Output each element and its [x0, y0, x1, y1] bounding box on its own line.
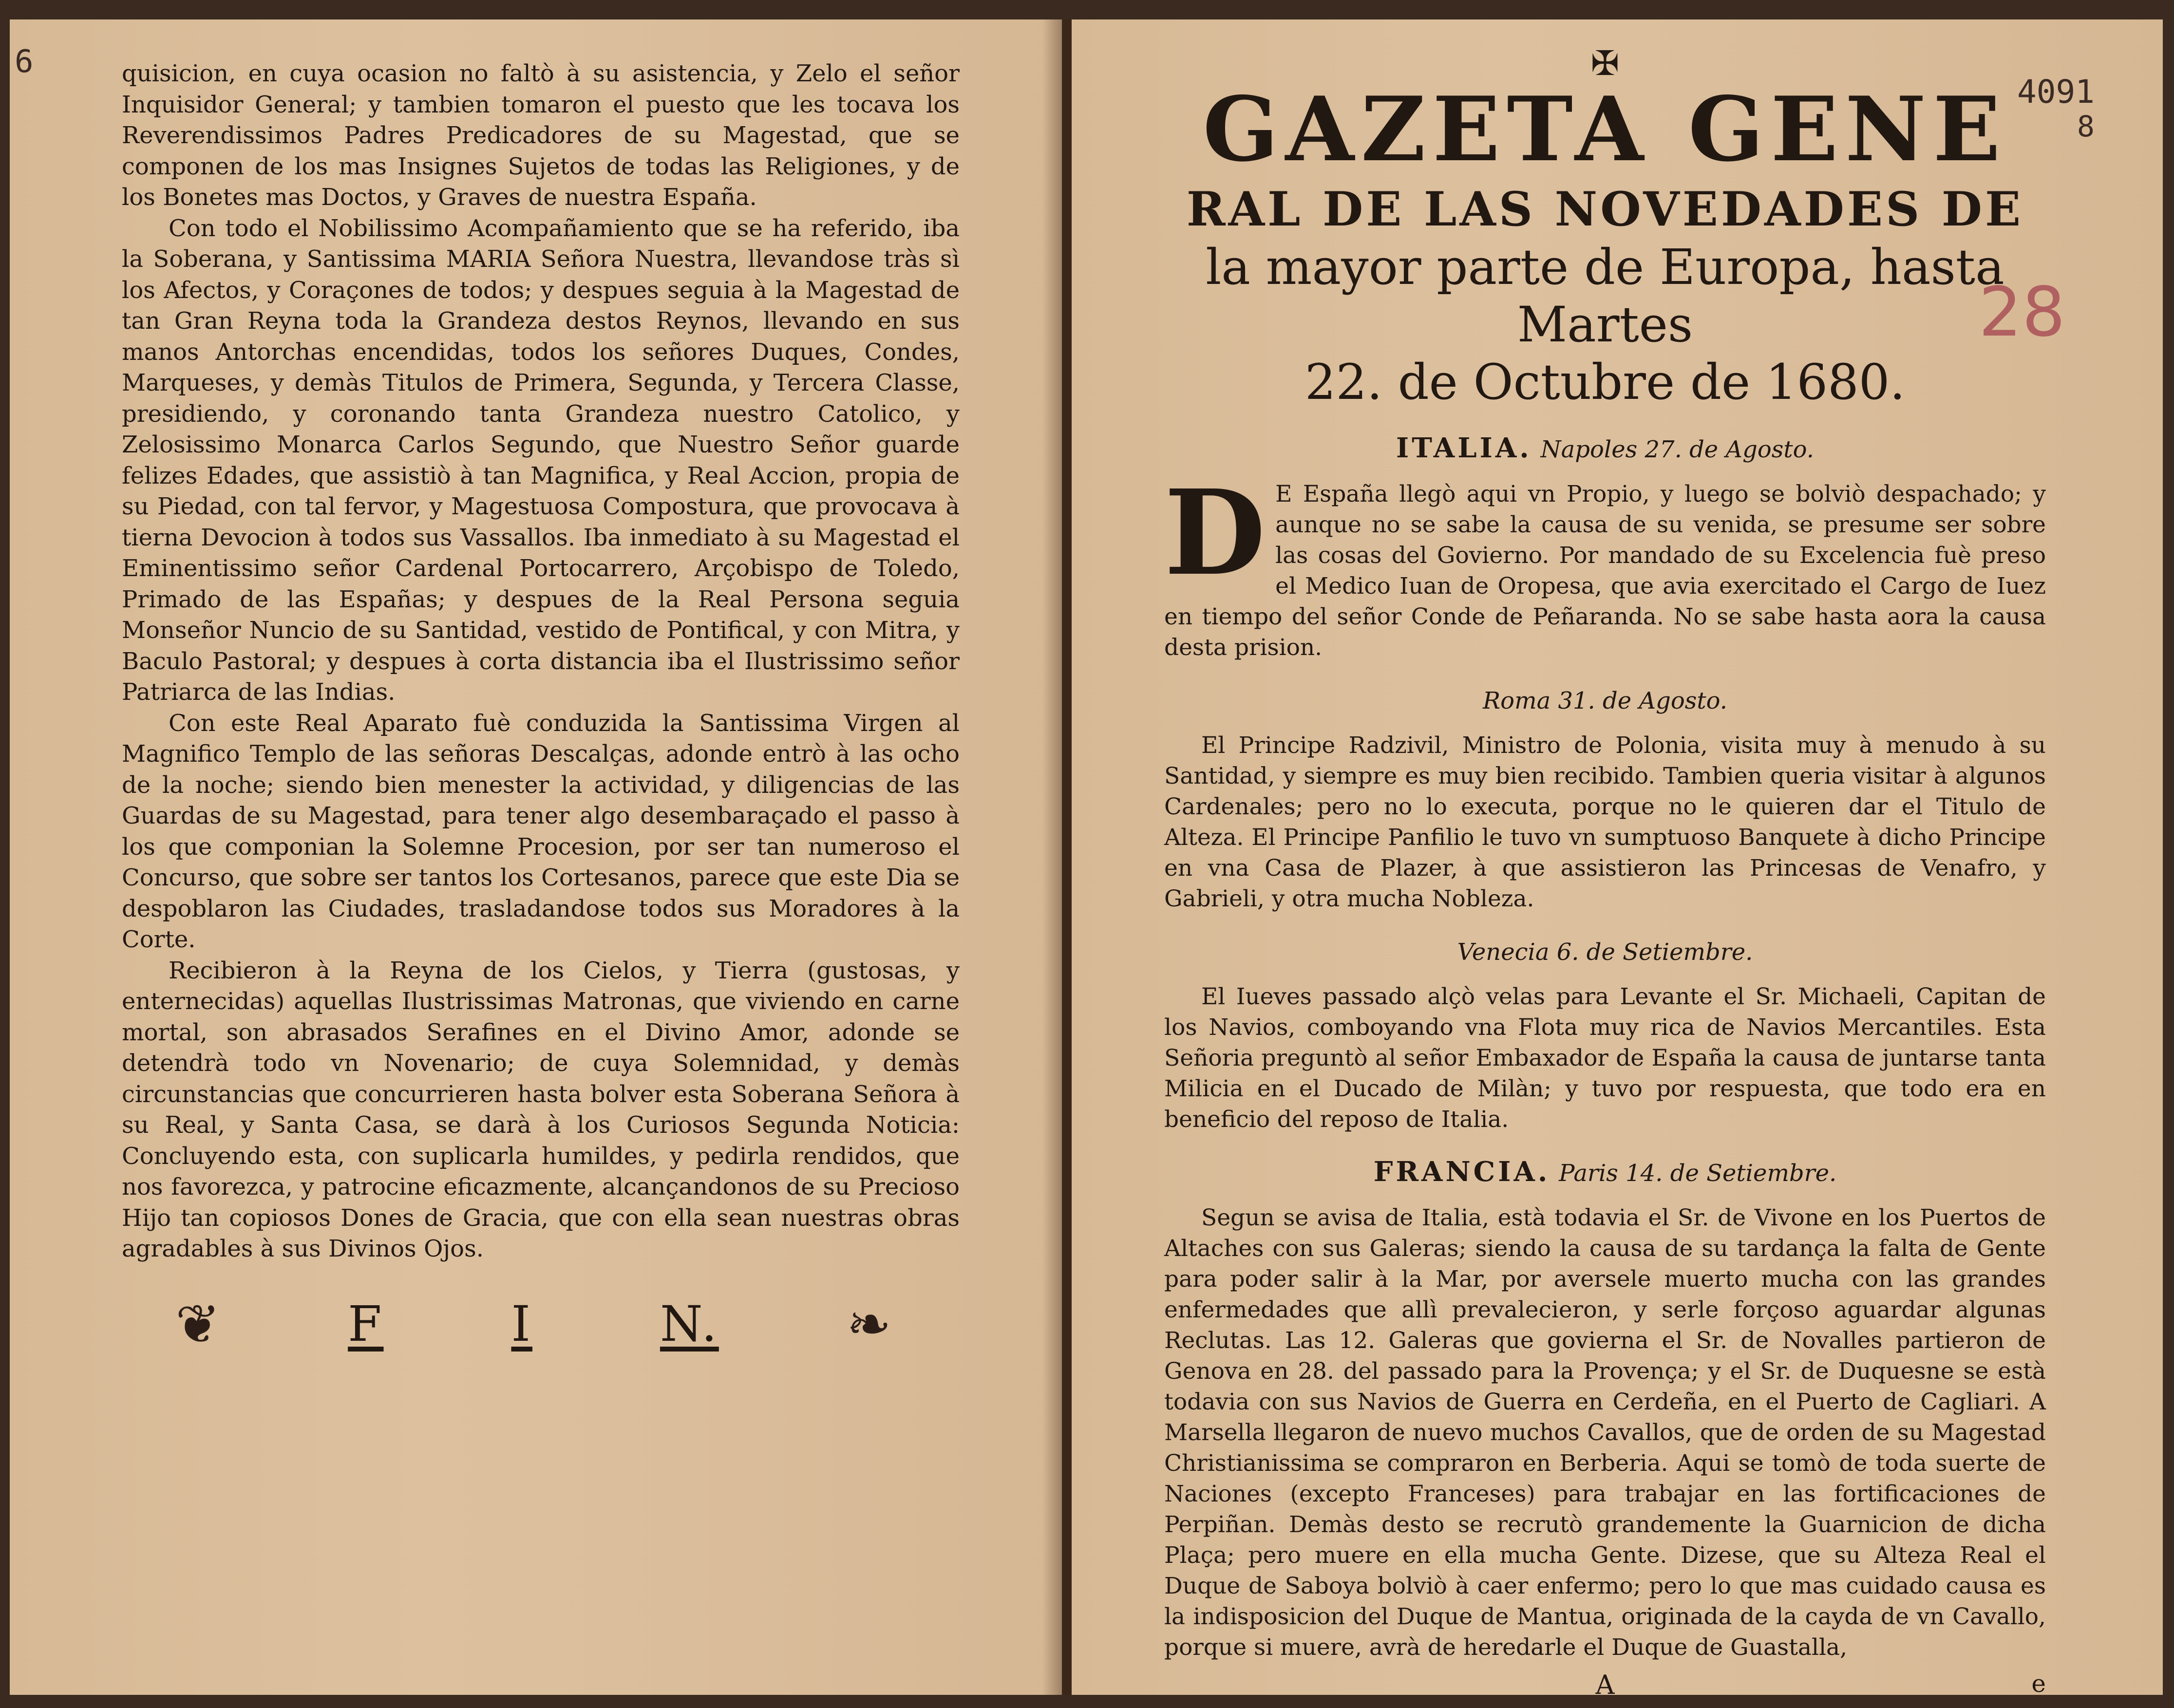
left-paragraph-1: quisicion, en cuya ocasion no faltò à su asistencia, y Zelo el señor Inquisidor General; y tambien tomaron el puesto que les tocava los Reverendissimos Padres Predicadores de su Magestad, que se componen de los mas Insignes Sujetos de todas las Religiones, y de los Bonetes mas Doctos, y Graves de nuestra España.	[122, 60, 960, 211]
shelfmark: 4091	[2017, 73, 2095, 111]
fleuron-left-icon: ❦	[175, 1293, 221, 1355]
section-text-paris: Segun se avisa de Italia, està todavia el Sr. de Vivone en los Puertos de Altaches con sus Galeras; siendo la causa de su tardança la falta de Gente para poder salir à la Mar, por aversele muerto mucha con las grandes enfermedades que allì prevalecieron, y serle forçoso aguardar algunas Reclutas. Las 12. Galeras que govierna el Sr. de Novalles partieron de Genova en 28. del passado para la Provença; y el Sr. de Duquesne se està todavia con sus Navios de Guerra en Cerdeña, en el Puerto de Cagliari. A Marsella llegaron de nuevo muchos Cavallos, que de orden de su Magestad Christianissima se compraron en Berberia. Aqui se tomò de toda suerte de Naciones (excepto Franceses) para trabajar en las fortificaciones de Perpiñan. Demàs desto se recrutò grandemente la Guarnicion de dicha Plaça; pero muere en ella mucha Gente. Dizese, que su Alteza Real el Duque de Saboya bolviò à caer enfermo; pero lo que mas cuidado causa es la indisposicion del Duque de Mantua, originada de la cayda de vn Cavallo, porque si muere, avrà de heredarle el Duque de Guastalla,	[1164, 1204, 2046, 1661]
fin-letter-n: N.	[660, 1295, 719, 1352]
section-dateline: Napoles 27. de Agosto.	[1540, 436, 1814, 463]
section-country: FRANCIA.	[1373, 1156, 1550, 1188]
dropcap: D	[1164, 464, 1266, 601]
section-head-italia	[1164, 432, 2046, 465]
right-page	[1072, 19, 2163, 1695]
masthead-line-2: RAL DE LAS NOVEDADES DE	[1186, 182, 2024, 237]
section-dateline: Roma 31. de Agosto.	[1483, 687, 1727, 714]
section-head-roma	[1164, 684, 2046, 716]
fleuron-right-icon: ❧	[846, 1293, 891, 1355]
signature-mark: A	[1595, 1670, 1615, 1695]
subtitle-line-2: 22. de Octubre de 1680.	[1304, 354, 1906, 411]
section-text-napoles: D E España llegò aqui vn Propio, y luego se bolviò despachado; y aunque no se sabe la causa de su venida, se presume ser sobre las cosas del Govierno. Por mandado de su Excelencia fuè preso el Medico Iuan de Oropesa, que avia exercitado el Cargo de Iuez en tiempo del señor Conde de Peñaranda. No se sabe hasta aora la causa desta prision.	[1164, 464, 2046, 661]
fin-line	[122, 1293, 960, 1355]
section-text-venecia: El Iueves passado alçò velas para Levante el Sr. Michaeli, Capitan de los Navios, comboyando vna Flota muy rica de Navios Mercantiles. Esta Señoria preguntò al señor Embaxador de España la causa de juntarse tanta Milicia en el Ducado de Milàn; y tuvo por respuesta, que todo era en beneficio del reposo de Italia.	[1164, 983, 2046, 1133]
pencil-number: 28	[1978, 273, 2065, 352]
section-head-francia	[1164, 1156, 2046, 1189]
left-paragraph-3: Con este Real Aparato fuè conduzida la Santissima Virgen al Magnifico Templo de las señoras Descalças, adonde entrò à las ocho de la noche; siendo bien menester la actividad, y diligencias de las Guardas de su Magestad, para tener algo desembaraçado el passo à los que componian la Solemne Procesion, por ser tan numeroso el Concurso, que sobre ser tantos los Cortesanos, parece que este Dia se despoblaron las Ciudades, trasladandose todos sus Moradores à la Corte.	[122, 709, 960, 953]
shelfmark-line-2: 8	[2077, 110, 2095, 144]
fin-letter-i: I	[511, 1295, 532, 1352]
masthead-line-1: GAZETA GENE	[1203, 77, 2007, 181]
section-country: ITALIA.	[1396, 432, 1532, 464]
section-text-roma: El Principe Radzivil, Ministro de Polonia, visita muy à menudo à su Santidad, y siempre es muy bien recibido. Tambien queria visitar à algunos Cardenales; pero no lo executa, porque no le quieren dar el Titulo de Alteza. El Principe Panfilio le tuvo vn sumptuoso Banquete à dicho Principe en vna Casa de Plazer, à que assistieron las Princesas de Venafro, y Gabrieli, y otra mucha Nobleza.	[1164, 732, 2046, 912]
fin-letter-f: F	[348, 1295, 384, 1352]
cross-ornament-icon: ✠	[1590, 43, 1620, 83]
section-dateline: Paris 14. de Setiembre.	[1559, 1160, 1837, 1187]
catchword: e	[2031, 1670, 2046, 1695]
section-dateline: Venecia 6. de Setiembre.	[1457, 938, 1753, 966]
left-page	[10, 19, 1062, 1695]
subtitle-line-1: la mayor parte de Europa, hasta Martes	[1206, 239, 2004, 353]
left-paragraph-2: Con todo el Nobilissimo Acompañamiento que se ha referido, iba la Soberana, y Santissima MARIA Señora Nuestra, llevandose tràs sì los Afectos, y Coraçones de todos; y despues seguia à la Magestad de tan Gran Reyna toda la Grandeza destos Reynos, llevando en sus manos Antorchas encendidas, todos los señores Duques, Condes, Marqueses, y demàs Titulos de Primera, Segunda, y Tercera Classe, presidiendo, y coronando tanta Grandeza nuestro Catolico, y Zelosissimo Monarca Carlos Segundo, que Nuestro Señor guarde felizes Edades, que assistiò à tan Magnifica, y Real Accion, propia de su Piedad, con tal fervor, y Magestuosa Compostura, que provocava à tierna Devocion à todos sus Vassallos. Iba inmediato à su Magestad el Eminentissimo señor Cardenal Portocarrero, Arçobispo de Toledo, Primado de las Españas; y despues de la Real Persona seguia Monseñor Nuncio de su Santidad, vestido de Pontifical, y con Mitra, y Baculo Pastoral; y despues à corta distancia iba el Ilustrissimo señor Patriarca de las Indias.	[122, 214, 960, 706]
folio-mark: 6	[15, 44, 34, 80]
section-head-venecia	[1164, 936, 2046, 968]
page-footer	[1164, 1670, 2046, 1695]
left-paragraph-4: Recibieron à la Reyna de los Cielos, y Tierra (gustosas, y enternecidas) aquellas Ilustrissimas Matronas, que viviendo en carne mortal, son abrasados Serafines en el Divino Amor, adonde se detendrà todo vn Novenario; de cuya Solemnidad, y demàs circunstancias que concurrieren hasta bolver esta Soberana Señora à su Real, y Santa Casa, se darà à los Curiosos Segunda Noticia: Concluyendo esta, con suplicarla humildes, y pedirla rendidos, que nos favorezca, y patrocine eficazmente, alcançandonos de su Precioso Hijo tan copiosos Dones de Gracia, que con ella sean nuestras obras agradables à sus Divinos Ojos.	[122, 957, 960, 1262]
